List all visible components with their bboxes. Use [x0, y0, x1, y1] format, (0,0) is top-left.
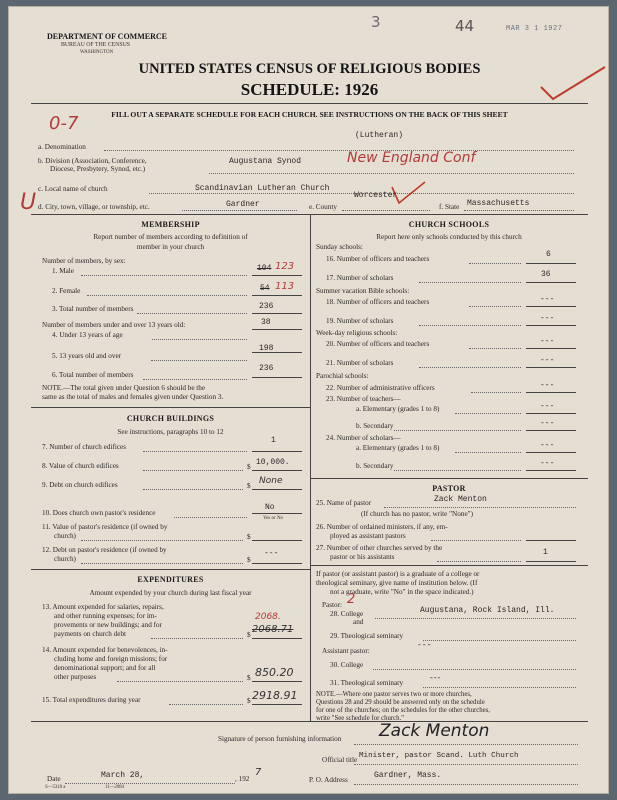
bureau-city: WASHINGTON [80, 50, 114, 55]
church-name-label: c. Local name of church [38, 185, 108, 193]
q12-dollar: $ [247, 556, 251, 564]
q19-value: --- [540, 314, 555, 323]
membership-intro-1: Report number of members according to definition of [93, 233, 248, 241]
q13-line-2: and other running expenses; for im- [54, 612, 157, 620]
form-title: UNITED STATES CENSUS OF RELIGIOUS BODIES [138, 61, 481, 77]
division-value: Augustana Synod [229, 157, 302, 166]
q1-value: 123 [275, 261, 295, 272]
q16-value: 6 [546, 250, 551, 259]
q31-value: --- [429, 674, 441, 683]
q18-label: 18. Number of officers and teachers [326, 298, 430, 306]
membership-note-1: NOTE.—The total given under Question 6 should be the [42, 384, 206, 392]
pastor-heading: PASTOR [432, 484, 466, 493]
form-number: S—5318 a [45, 785, 66, 790]
q15-dollar: $ [247, 697, 251, 705]
received-date-stamp: MAR 3 1 1927 [506, 25, 563, 33]
q12-label: 12. Debt on pastor's residence (if owned by [42, 546, 167, 554]
po-address-value: Gardner, Mass. [374, 771, 442, 780]
city-label: d. City, town, village, or township, etc. [38, 203, 150, 211]
q24b-label: b. Secondary [356, 462, 394, 470]
q11-label: 11. Value of pastor's residence (if owned by [42, 523, 168, 531]
q26-line-1: 26. Number of ordained ministers, if any, em- [316, 523, 448, 531]
date-value: March 28, [101, 771, 145, 780]
q22-label: 22. Number of administrative officers [326, 384, 435, 392]
census-schedule-page [8, 6, 609, 794]
membership-note-2: same as the total of males and females given under Question 3. [42, 393, 224, 401]
buildings-heading: CHURCH BUILDINGS [126, 414, 215, 423]
church-name-value: Scandinavian Lutheran Church [195, 184, 330, 193]
q13-line-4: payments on church debt [54, 630, 127, 638]
margin-letter: U [20, 190, 37, 215]
q17-label: 17. Number of scholars [326, 274, 394, 282]
county-value: Worcester [354, 191, 398, 200]
official-title-label: Official title [322, 756, 358, 764]
date-label: Date [47, 775, 61, 783]
assistant-pastor-label: Assistant pastor: [322, 647, 370, 655]
expenditures-intro: Amount expended by your church during last fiscal year [89, 589, 252, 597]
denomination-value: (Lutheran) [355, 131, 404, 140]
q18-value: --- [540, 295, 555, 304]
state-label: f. State [439, 203, 460, 211]
buildings-intro: See instructions, paragraphs 10 to 12 [117, 428, 224, 436]
q23a-label: a. Elementary (grades 1 to 8) [356, 405, 440, 413]
q3-value: 236 [259, 302, 274, 311]
division-note: New England Conf [347, 150, 476, 166]
q21-label: 21. Number of scholars [326, 359, 394, 367]
q11-label-2: church) [54, 532, 76, 540]
q30-label: 30. College [330, 661, 364, 669]
schedule-title: SCHEDULE: 1926 [240, 80, 379, 99]
q28-value: Augustana, Rock Island, Ill. [420, 606, 555, 615]
q1-label: 1. Male [52, 267, 74, 275]
q8-dollar: $ [247, 463, 251, 471]
q25-label: 25. Name of pastor [316, 499, 372, 507]
graduate-note-1: If pastor (or assistant pastor) is a graduate of a college or [316, 570, 480, 578]
department-name: DEPARTMENT OF COMMERCE [47, 32, 168, 41]
q8-value: 10,000. [256, 458, 290, 467]
graduate-note-2: theological seminary, give name of institution below. (If [316, 579, 478, 587]
q3-label: 3. Total number of members [52, 305, 134, 313]
members-by-age-label: Number of members under and over 13 years old: [42, 321, 186, 329]
q24a-value: --- [540, 441, 555, 450]
division-label-2: Diocese, Presbytery, Synod, etc.) [50, 165, 146, 173]
pastor-label: Pastor: [322, 601, 342, 609]
q9-dollar: $ [247, 482, 251, 490]
margin-code: 0-7 [49, 113, 79, 134]
q28-label: 28. College [330, 610, 364, 618]
pastor-mark: 2 [347, 592, 356, 607]
q11-dollar: $ [247, 533, 251, 541]
q27-line-1: 27. Number of other churches served by the [316, 544, 443, 552]
q9-label: 9. Debt on church edifices [42, 481, 118, 489]
q14-dollar: $ [247, 674, 251, 682]
q6-value: 236 [259, 364, 274, 373]
q7-label: 7. Number of church edifices [42, 443, 127, 451]
stamp-number: 44 [455, 17, 475, 35]
assistant-pastor-value: --- [417, 641, 432, 650]
pastor-note-2: Questions 28 and 29 should be answered only on the schedule [316, 699, 485, 706]
q22-value: --- [540, 381, 555, 390]
stamp-mark: 3 [371, 13, 381, 31]
q5-value: 198 [259, 344, 274, 353]
sunday-schools-label: Sunday schools: [316, 243, 363, 251]
q10-hint: Yes or No [263, 516, 284, 521]
q10-value: No [265, 503, 275, 512]
q5-label: 5. 13 years old and over [52, 352, 122, 360]
q16-label: 16. Number of officers and teachers [326, 255, 430, 263]
division-label: b. Division (Association, Conference, [38, 157, 147, 165]
q14-line-3: denominational support; and for all [54, 664, 156, 672]
signature-label: Signature of person furnishing information [218, 735, 342, 743]
q20-label: 20. Number of officers and teachers [326, 340, 430, 348]
members-by-sex-label: Number of members, by sex: [42, 257, 126, 265]
bureau-name: BUREAU OF THE CENSUS [61, 42, 130, 48]
q23a-value: --- [540, 402, 555, 411]
q10-label: 10. Does church own pastor's residence [42, 509, 156, 517]
parochial-schools-label: Parochial schools: [316, 372, 369, 380]
q15-label: 15. Total expenditures during year [42, 696, 141, 704]
date-year-prefix: , 192 [235, 775, 250, 783]
q12-value: --- [264, 549, 279, 558]
date-year-digit: 7 [255, 767, 262, 778]
q27-line-2: pastor or his assistants [330, 553, 395, 561]
pastor-note-4: write "See schedule for church." [316, 715, 405, 722]
form-instructions: FILL OUT A SEPARATE SCHEDULE FOR EACH CHURCH. SEE INSTRUCTIONS ON THE BACK OF THIS SHEET [111, 110, 508, 119]
q29-label: 29. Theological seminary [330, 632, 404, 640]
q25-value: Zack Menton [434, 495, 487, 504]
pastor-note-1: NOTE.—Where one pastor serves two or more churches, [316, 691, 472, 698]
q13-dollar: $ [247, 631, 251, 639]
official-title-value: Minister, pastor Scand. Luth Church [359, 752, 519, 760]
city-value: Gardner [226, 200, 260, 209]
q24b-value: --- [540, 459, 555, 468]
q19-label: 19. Number of scholars [326, 317, 394, 325]
q1-old-value: 104 [257, 264, 272, 273]
q31-label: 31. Theological seminary [330, 679, 404, 687]
q28-and: and [353, 618, 364, 626]
q23b-value: --- [540, 419, 555, 428]
schools-heading: CHURCH SCHOOLS [408, 220, 490, 229]
q8-label: 8. Value of church edifices [42, 462, 119, 470]
members-by-age-value: 38 [261, 318, 271, 327]
q15-value: 2918.91 [252, 689, 298, 702]
membership-intro-2: member in your church [136, 243, 205, 251]
graduate-note-3: not a graduate, write "No" in the space indicated.) [330, 588, 474, 596]
q24-label: 24. Number of scholars— [326, 434, 401, 442]
q14-line-4: other purposes [54, 673, 97, 681]
q13-line-3: provements or new buildings; and for [54, 621, 162, 629]
q2-label: 2. Female [52, 287, 81, 295]
q25-hint: (If church has no pastor, write "None") [361, 510, 473, 518]
q24a-label: a. Elementary (grades 1 to 8) [356, 444, 440, 452]
q4-label: 4. Under 13 years of age [52, 331, 123, 339]
schools-intro: Report here only schools conducted by this church [376, 233, 522, 241]
expenditures-heading: EXPENDITURES [137, 575, 204, 584]
q14-line-2: cluding home and foreign missions; for [54, 655, 168, 663]
column-divider [310, 214, 311, 721]
header-rule [31, 103, 588, 104]
county-label: e. County [309, 203, 337, 211]
q13-value: 2068.71 [252, 624, 294, 635]
q14-line-1: 14. Amount expended for benevolences, in- [42, 646, 168, 654]
membership-heading: MEMBERSHIP [141, 220, 200, 229]
signature: Zack Menton [379, 721, 490, 741]
q2-value: 113 [275, 281, 295, 292]
po-address-label: P. O. Address [309, 776, 348, 784]
q23b-label: b. Secondary [356, 422, 394, 430]
state-value: Massachusetts [467, 199, 530, 208]
summer-schools-label: Summer vacation Bible schools: [316, 287, 410, 295]
q21-value: --- [540, 356, 555, 365]
q13-line-1: 13. Amount expended for salaries, repairs, [42, 603, 164, 611]
q17-value: 36 [541, 270, 551, 279]
red-check-mark [537, 57, 609, 105]
weekday-schools-label: Week-day religious schools: [316, 329, 398, 337]
q27-value: 1 [543, 548, 548, 557]
q2-old-value: 54 [260, 284, 270, 293]
q23-label: 23. Number of teachers— [326, 395, 401, 403]
print-number: 11—2084 [105, 785, 125, 790]
q9-value: None [259, 476, 283, 486]
pastor-note-3: for one of the churches; on the schedules for the other churches, [316, 707, 491, 714]
q13-old-value: 2068. [255, 612, 281, 622]
q12-label-2: church) [54, 555, 76, 563]
q14-value: 850.20 [255, 666, 294, 679]
q6-label: 6. Total number of members [52, 371, 134, 379]
q26-line-2: ployed as assistant pastors [330, 532, 406, 540]
denomination-label: a. Denomination [38, 143, 86, 151]
q7-value: 1 [271, 436, 276, 445]
q20-value: --- [540, 337, 555, 346]
